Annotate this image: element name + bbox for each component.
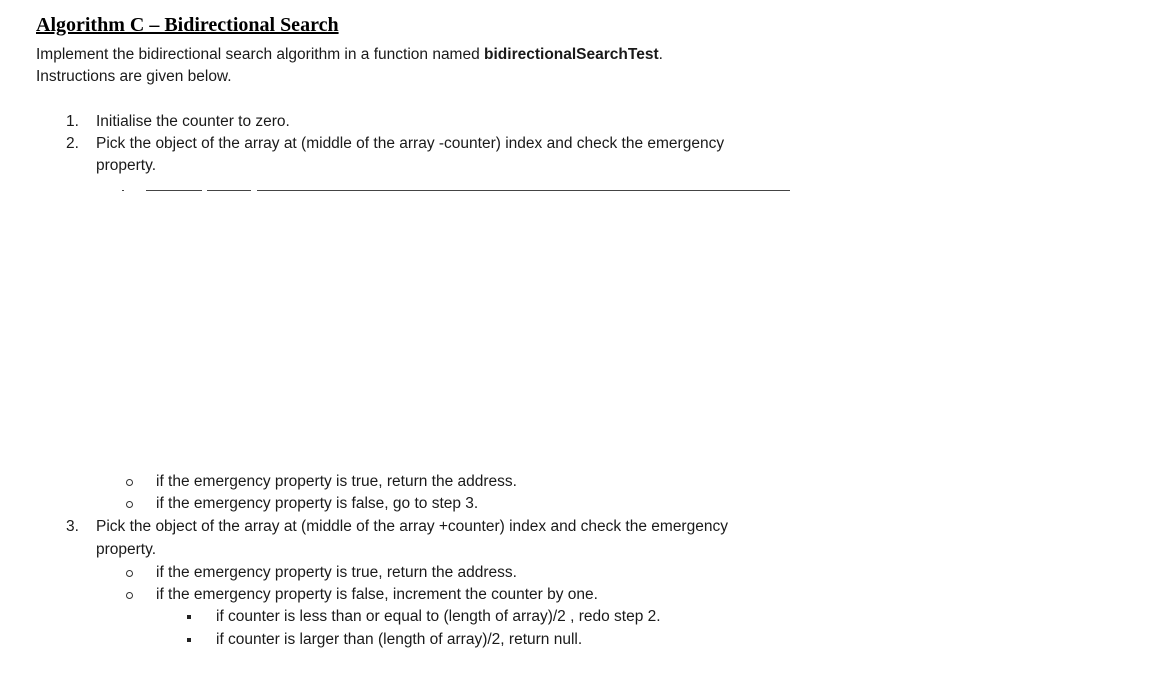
intro-line-2: Instructions are given below. [36, 68, 232, 85]
intro-line-1 [36, 44, 663, 66]
square-bullet-icon [187, 615, 191, 619]
step-3-bullet-1: if the emergency property is true, return the address. [156, 564, 517, 581]
square-bullet-icon [187, 638, 191, 642]
intro-paragraph [36, 44, 663, 88]
rule-fragment-1 [122, 190, 124, 191]
function-name: bidirectionalSearchTest [484, 46, 659, 63]
step-1-text: Initialise the counter to zero. [96, 113, 290, 130]
step-2-bullet-2: if the emergency property is false, go to step 3. [156, 495, 479, 512]
step-3-text-line-1: Pick the object of the array at (middle of the array +counter) index and check the emergency [96, 518, 728, 535]
rule-fragment-4 [257, 190, 790, 191]
circle-bullet-icon [126, 570, 133, 577]
step-2-text-line-1: Pick the object of the array at (middle of the array -counter) index and check the emergency [96, 135, 725, 152]
step-2-bullet-1: if the emergency property is true, return the address. [156, 473, 517, 490]
circle-bullet-icon [126, 592, 133, 599]
document-title: Algorithm C – Bidirectional Search [36, 14, 339, 36]
step-3-number: 3. [66, 518, 79, 535]
step-2-text-line-2: property. [96, 157, 157, 174]
step-3-bullet-2: if the emergency property is false, increment the counter by one. [156, 586, 598, 603]
step-3-subbullet-1: if counter is less than or equal to (length of array)/2 , redo step 2. [216, 608, 661, 625]
step-3-subbullet-2: if counter is larger than (length of array)/2, return null. [216, 631, 583, 648]
intro-suffix: . [658, 46, 663, 63]
circle-bullet-icon [126, 501, 133, 508]
rule-fragment-2 [146, 190, 202, 191]
step-2-number: 2. [66, 135, 79, 152]
intro-prefix: Implement the bidirectional search algorithm in a function named [36, 46, 485, 63]
step-1-number: 1. [66, 113, 79, 130]
step-3-text-line-2: property. [96, 541, 157, 558]
rule-fragment-3 [207, 190, 251, 191]
circle-bullet-icon [126, 479, 133, 486]
